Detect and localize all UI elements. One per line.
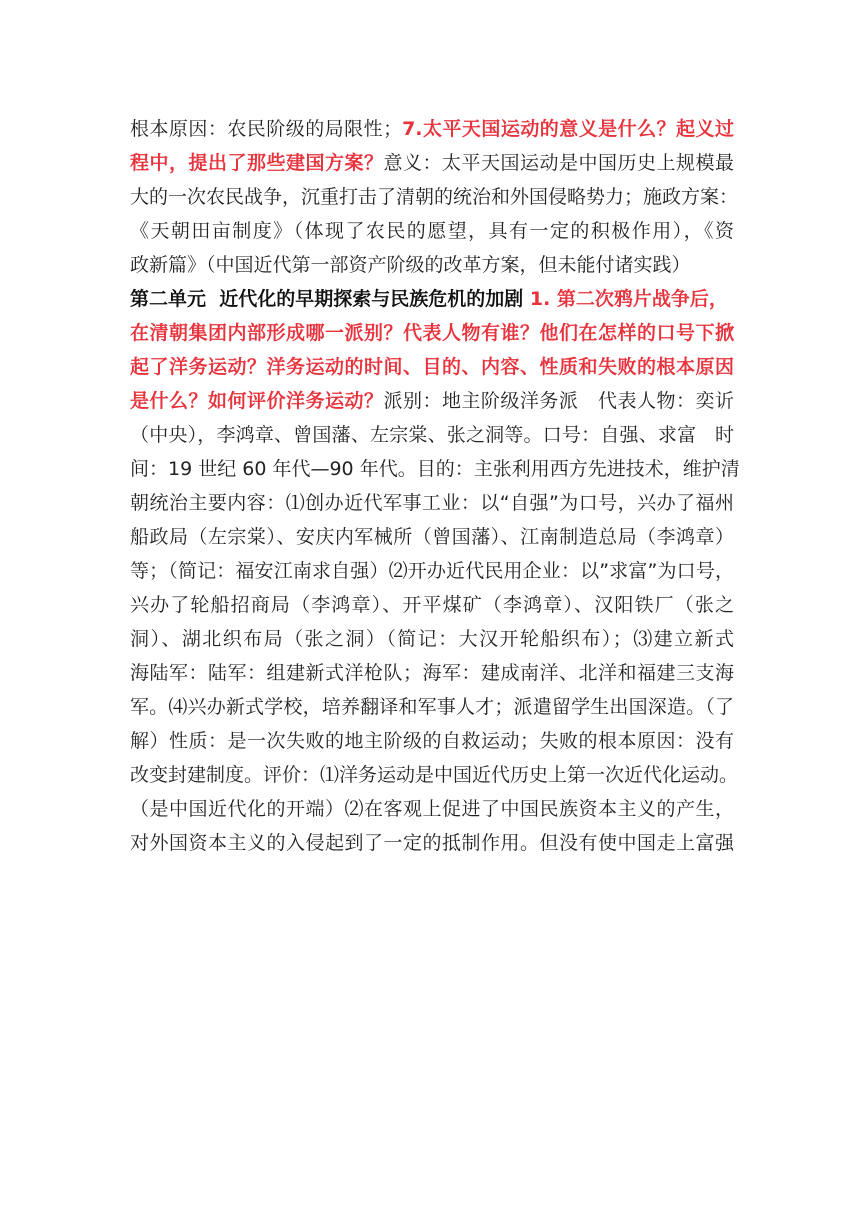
text-line [130, 146, 734, 180]
text-line [130, 622, 734, 656]
text-line [130, 350, 734, 384]
question-text: 起了洋务运动？洋务运动的时间、目的、内容、性质和失败的根本原因 [130, 356, 734, 378]
text-line [130, 214, 734, 248]
answer-text: 军。⑷兴办新式学校，培养翻译和军事人才；派遣留学生出国深造。（了 [130, 696, 734, 718]
text-line [130, 452, 740, 486]
answer-text: （中央），李鸿章、曾国藩、左宗棠、张之洞等。口号：自强、求富 时 [130, 424, 734, 446]
document-body [130, 112, 740, 860]
answer-text: 海陆军：陆军：组建新式洋枪队；海军：建成南洋、北洋和福建三支海 [130, 662, 734, 684]
unit-heading: 第二单元 近代化的早期探索与民族危机的加剧 [130, 288, 530, 310]
text-line [130, 588, 734, 622]
answer-text: （是中国近代化的开端）⑵在客观上促进了中国民族资本主义的产生， [130, 798, 734, 820]
answer-text: 解）性质：是一次失败的地主阶级的自救运动；失败的根本原因：没有 [130, 730, 734, 752]
text-line [130, 826, 734, 860]
question-text: 是什么？如何评价洋务运动？ [130, 390, 384, 412]
text-line [130, 690, 734, 724]
text-line [130, 316, 734, 350]
answer-text: 朝统治主要内容：⑴创办近代军事工业：以“自强”为口号，兴办了福州 [130, 492, 734, 514]
text-line [130, 180, 739, 214]
text-line [130, 792, 734, 826]
answer-text: 改变封建制度。评价：⑴洋务运动是中国近代历史上第一次近代化运动。 [130, 764, 739, 786]
answer-text: 意义：太平天国运动是中国历史上规模最 [383, 152, 734, 174]
text-line [130, 282, 734, 316]
answer-text: 派别：地主阶级洋务派 代表人物：奕䜣 [383, 390, 734, 412]
answer-text: 船政局（左宗棠）、安庆内军械所（曾国藩）、江南制造总局（李鸿章） [130, 526, 734, 548]
text-line [130, 418, 734, 452]
answer-text: 对外国资本主义的入侵起到了一定的抵制作用。但没有使中国走上富强 [130, 832, 734, 854]
text-line [130, 656, 734, 690]
text-line [130, 248, 734, 282]
text-line [130, 384, 734, 418]
question-text: 7.太平天国运动的意义是什么？起义过 [402, 118, 734, 140]
answer-text: 政新篇》（中国近代第一部资产阶级的改革方案，但未能付诸实践） [130, 254, 691, 276]
text-line [130, 486, 734, 520]
answer-text: 大的一次农民战争，沉重打击了清朝的统治和外国侵略势力；施政方案： [130, 186, 739, 208]
text-line [130, 112, 734, 146]
question-text: 1. 第二次鸦片战争后， [529, 288, 728, 310]
question-text: 在清朝集团内部形成哪一派别？代表人物有谁？他们在怎样的口号下掀 [130, 322, 734, 344]
answer-text: 间：19 世纪 60 年代—90 年代。目的：主张利用西方先进技术，维护清 [130, 458, 740, 480]
text-line [130, 520, 734, 554]
answer-text: 《天朝田亩制度》（体现了农民的愿望，具有一定的积极作用），《资 [130, 220, 734, 242]
answer-text: 洞）、湖北织布局（张之洞）（简记：大汉开轮船织布）；⑶建立新式 [130, 628, 734, 650]
text-line [130, 724, 734, 758]
answer-text: 根本原因：农民阶级的局限性； [130, 118, 403, 140]
answer-text: 兴办了轮船招商局（李鸿章）、开平煤矿（李鸿章）、汉阳铁厂（张之 [130, 594, 734, 616]
answer-text: 等；（简记：福安江南求自强）⑵开办近代民用企业：以”求富”为口号， [130, 560, 734, 582]
text-line [130, 758, 739, 792]
question-text: 程中，提出了那些建国方案？ [130, 152, 384, 174]
text-line [130, 554, 734, 588]
